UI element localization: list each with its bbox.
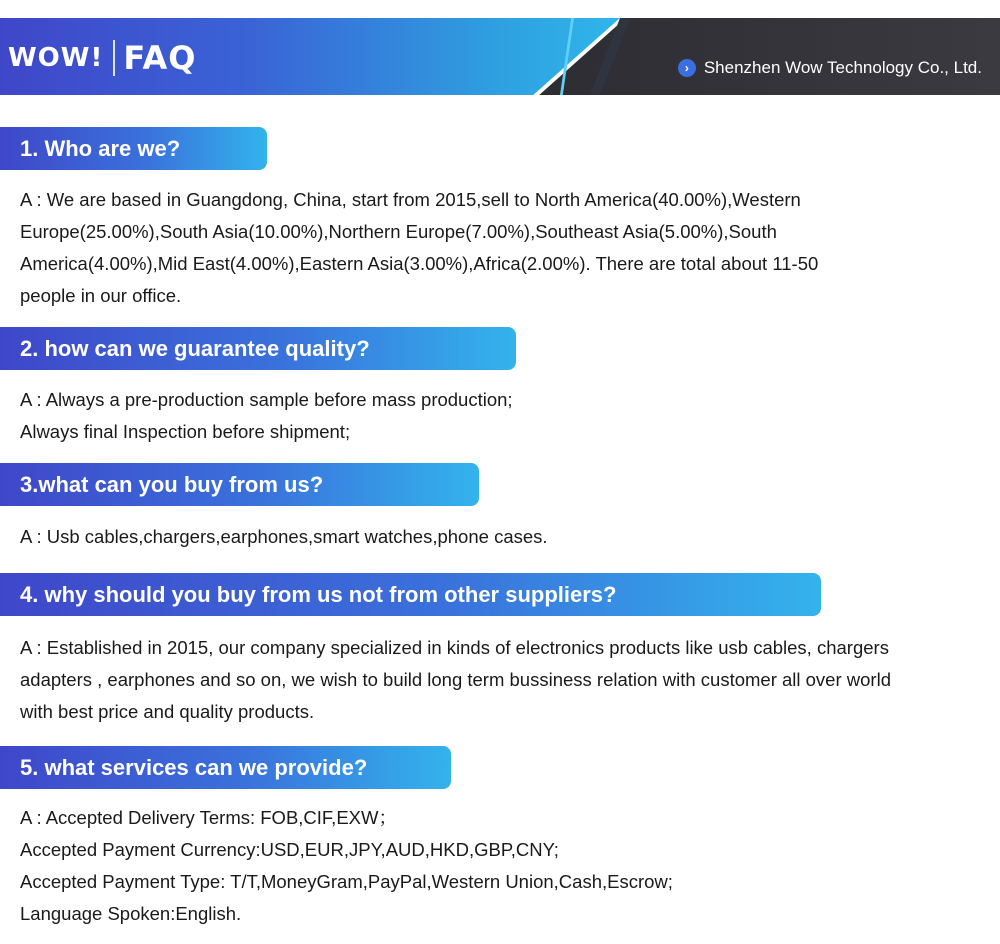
faq-question-1: 1. Who are we? xyxy=(0,127,267,170)
faq-question-5: 5. what services can we provide? xyxy=(0,746,451,789)
faq-header-banner xyxy=(0,18,1000,95)
answer-line: A : Usb cables,chargers,earphones,smart watches,phone cases. xyxy=(20,526,548,547)
company-name-text: Shenzhen Wow Technology Co., Ltd. xyxy=(703,58,982,77)
faq-answer-2 xyxy=(20,384,980,448)
answer-line: Accepted Payment Currency:USD,EUR,JPY,AUD,HKD,GBP,CNY; xyxy=(20,839,559,860)
chevron-right-icon: › xyxy=(678,59,696,77)
answer-line: adapters , earphones and so on, we wish to build long term bussiness relation with customer all over world xyxy=(20,669,891,690)
faq-question-3: 3.what can you buy from us? xyxy=(0,463,479,506)
answer-line: A : Established in 2015, our company specialized in kinds of electronics products like usb cables, chargers xyxy=(20,637,889,658)
answer-line: A : Accepted Delivery Terms: FOB,CIF,EXW； xyxy=(20,807,397,828)
page-title: FAQ xyxy=(123,39,197,77)
answer-line: A : Always a pre-production sample before mass production; xyxy=(20,389,513,410)
faq-answer-4 xyxy=(20,632,980,728)
answer-line: Always final Inspection before shipment; xyxy=(20,421,351,442)
answer-line: Language Spoken:English. xyxy=(20,903,242,924)
faq-question-2: 2. how can we guarantee quality? xyxy=(0,327,516,370)
answer-line: A : We are based in Guangdong, China, start from 2015,sell to North America(40.00%),Western xyxy=(20,189,801,210)
faq-question-4: 4. why should you buy from us not from other suppliers? xyxy=(0,573,821,616)
faq-answer-1 xyxy=(20,184,980,312)
brand-logo-wow: WOW! xyxy=(8,43,104,73)
answer-line: Accepted Payment Type: T/T,MoneyGram,PayPal,Western Union,Cash,Escrow; xyxy=(20,871,673,892)
company-name xyxy=(678,58,982,78)
faq-answer-3 xyxy=(20,521,980,553)
answer-line: Europe(25.00%),South Asia(10.00%),Northern Europe(7.00%),Southeast Asia(5.00%),South xyxy=(20,221,777,242)
answer-line: with best price and quality products. xyxy=(20,701,315,722)
brand-divider xyxy=(113,40,115,76)
brand-title xyxy=(8,38,196,78)
answer-line: America(4.00%),Mid East(4.00%),Eastern Asia(3.00%),Africa(2.00%). There are total about 11-50 xyxy=(20,253,819,274)
faq-answer-5 xyxy=(20,802,980,930)
answer-line: people in our office. xyxy=(20,285,182,306)
